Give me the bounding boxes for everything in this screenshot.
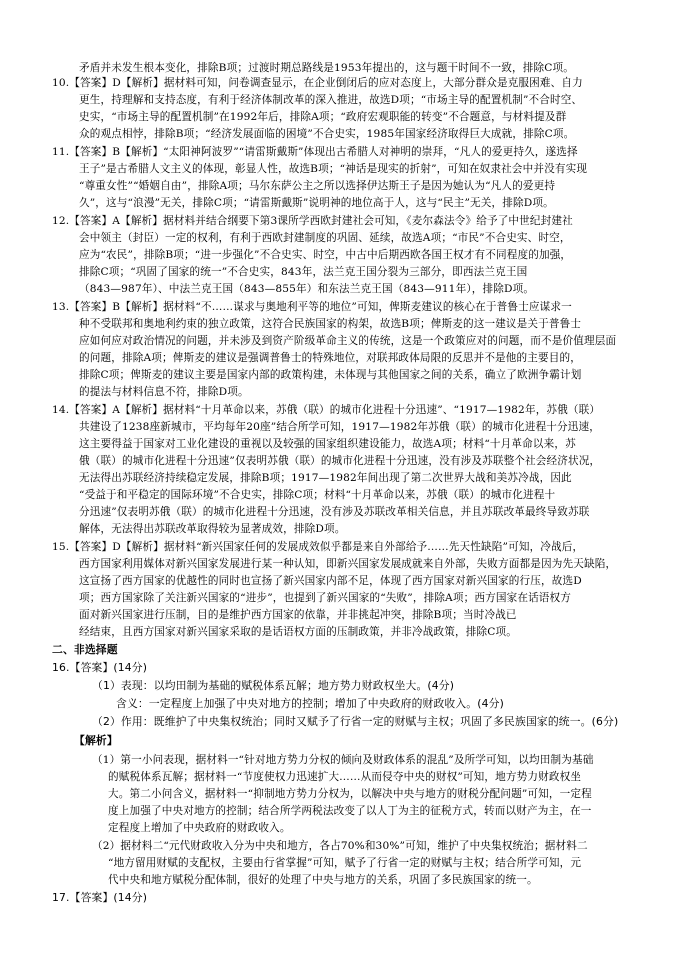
text-line: 分迅速”仅表明苏俄（联）的城市化进程十分迅速，没有涉及苏联改革相关信息，并且苏联改革最终导致苏联 (79, 506, 590, 518)
text-line: 经结束，且西方国家对新兴国家采取的是话语权方面的压制政策，并非冷战政策，排除C项。 (79, 626, 518, 638)
text-line: 更生，持理解和支持态度，有利于经济体制改革的深入推进，故选D项；“市场主导的配置机制”不合时空、 (79, 94, 583, 106)
analysis-label: 【解析】 (74, 734, 118, 747)
analysis-line: 代中央和地方赋税分配体制，很好的处理了中央与地方的关系，巩固了多民族国家的统一。 (108, 874, 538, 886)
text-line: 共建设了1238座新城市，平均每年20座”结合所学可知，1917—1982年苏俄（联）的城市化进程十分迅速， (79, 421, 601, 433)
answer-16-1: （1）表现：以均田制为基础的赋税体系瓦解；地方势力财政权坐大。(4分) (92, 679, 455, 692)
text-line: 这宣扬了西方国家的优越性的同时也宣扬了新兴国家内部不足，体现了西方国家对新兴国家的行压，故选D (79, 575, 582, 587)
answer-12-line: 12.【答案】A【解析】据材料并结合纲要下第3课所学西欧封建社会可知，《麦尔森法令》给予了中世纪封建社 (52, 215, 573, 227)
text-line: 会中领主（封臣）一定的权利，有利于西欧封建制度的巩固、延续，故选A项；“市民”不合史实、时空， (79, 232, 571, 244)
analysis-line: “地方留用财赋的支配权，主要由行省掌握”可知，赋予了行省一定的财赋与主权；结合所学可知，元 (108, 857, 582, 869)
analysis-line: 定程度上增加了中央政府的财政收入。 (108, 822, 291, 834)
text-line: 无法得出苏联经济持续稳定发展，排除B项；1917—1982年间出现了第二次世界大战和美苏冷战，因此 (79, 472, 572, 484)
text-line: 王子”是古希腊人文主义的体现，彰显人性，故选B项；“神话是现实的折射”，可知在奴隶社会中并没有实现 (79, 163, 588, 175)
text-line: 的提法与材料信息不符，排除D项。 (79, 386, 249, 398)
text-line: 种不受联邦和奥地利约束的独立政策，这符合民族国家的构架，故选B项；俾斯麦的这一建议是关于普鲁士 (79, 318, 582, 330)
text-line: 解体，无法得出苏联改革取得较为显著成效，排除D项。 (79, 523, 346, 535)
analysis-line: （2）据材料二“元代财政收入分为中央和地方，各占70%和30%”可知，维护了中央集权统治；据材料二 (92, 840, 588, 852)
analysis-line: 度上加强了中央对地方的控制；结合所学两税法改变了以人丁为主的征税方式，转而以财产为主，在一 (108, 805, 592, 817)
text-line: “尊重女性”“婚姻自由”，排除A项；马尔东萨公主之所以选择伊达斯王子是因为她认为“凡人的爱更持 (79, 180, 556, 192)
text-line: 久”，这与“浪漫”无关，排除C项；“请雷斯戴斯”说明神的地位高于人，这与“民主”无关，排除D项。 (79, 197, 554, 209)
text-line: 排除C项；俾斯麦的建议主要是国家内部的政策构建，未体现与其他国家之间的关系，确立了欧洲争霸计划 (79, 369, 582, 381)
answer-11-line: 11.【答案】B【解析】“太阳神阿波罗”“请雷斯戴斯”体现出古希腊人对神明的崇拜，“凡人的爱更持久，遂选择 (52, 146, 578, 158)
answer-15-line: 15.【答案】D【解析】据材料“新兴国家任何的发展成效似乎都是来自外部给予……先天性缺陷”可知，冷战后， (52, 541, 584, 553)
analysis-line: （1）第一小问表现，据材料一“针对地方势力分权的倾向及财政体系的混乱”及所学可知，以均田制为基础 (92, 754, 594, 766)
text-line: “受益于和平稳定的国际环境”不合史实，排除C项；材料“十月革命以来，苏俄（联）的城市化进程十 (79, 489, 556, 501)
text-line: 矛盾并未发生根本变化，排除B项；过渡时期总路线是1953年提出的，这与题干时间不一致，排除C项。 (79, 62, 574, 74)
text-line: 排除C项；“巩固了国家的统一”不合史实，843年，法兰克王国分裂为三部分，即西法兰克王国 (79, 266, 528, 278)
text-line: 众的观点相悖，排除B项；“经济发展面临的困境”不合史实，1985年国家经济取得巨大成就，排除C项。 (79, 128, 575, 140)
answer-17-header: 17.【答案】(14分) (52, 891, 148, 904)
analysis-line: 大。第二小问含义，据材料一“抑制地方势力分权为，以解决中央与地方的财税分配问题”可知，一定程 (108, 788, 592, 800)
answer-16-2: （2）作用：既维护了中央集权统治；同时又赋予了行省一定的财赋与主权；巩固了多民族国家的统一。(6分) (92, 715, 619, 728)
answer-14-line: 14.【答案】A【解析】据材料“十月革命以来，苏俄（联）的城市化进程十分迅速”、“1917—1982年，苏俄（联） (52, 404, 601, 416)
section-heading: 二、非选择题 (52, 643, 118, 656)
text-line: 面对新兴国家进行压制，目的是维护西方国家的依靠，并非挑起冲突，排除B项；当时冷战已 (79, 609, 517, 621)
text-line: 西方国家利用媒体对新兴国家发展进行某一种认知，即新兴国家发展成就来自外部，失败方面都是因为先天缺陷， (79, 558, 617, 570)
text-line: 应如何应对政治情况的问题，并未涉及到资产阶级革命主义的传统，这是一个政策应对的问题，而不是价值理层面 (79, 335, 617, 347)
answer-16-1-meaning: 含义：一定程度上加强了中央对地方的控制；增加了中央政府的财政收入。(4分) (116, 697, 504, 710)
text-line: （843—987年）、中法兰克王国（843—855年）和东法兰克王国（843—911年），排除D项。 (79, 283, 535, 295)
text-line: 这主要得益于国家对工业化建设的重视以及较强的国家组织建设能力，故选A项；材料“十月革命以来，苏 (79, 438, 576, 450)
answer-16-header: 16.【答案】(14分) (52, 661, 148, 674)
text-line: 俄（联）的城市化进程十分迅速”仅表明苏俄（联）的城市化进程十分迅速，没有涉及苏联整个社会经济状况， (79, 455, 601, 467)
text-line: 史实，“市场主导的配置机制”在1992年后，排除A项；“政府宏观职能的转变”不合题意，与材料提及群 (79, 111, 567, 123)
answer-13-line: 13.【答案】B【解析】据材料“不……谋求与奥地利平等的地位”可知，俾斯麦建议的核心在于普鲁士应谋求一 (52, 301, 572, 313)
answer-10-line: 10.【答案】D【解析】据材料可知，问卷调查显示，在企业倒闭后的应对态度上，大部分群众是克服困难、自力 (52, 77, 583, 89)
analysis-line: 的赋税体系瓦解；据材料一“节度使权力迅速扩大……从而侵夺中央的财权”可知，地方势力财政权坐 (108, 771, 582, 783)
text-line: 应为“农民”，排除B项；“进一步强化”不合史实、时空，中古中后期西欧各国王权才有不同程度的加强， (79, 249, 572, 261)
text-line: 的问题，排除A项；俾斯麦的建议是强调普鲁士的特殊地位，对联邦政体局限的反思并不是他的主要目的， (79, 352, 582, 364)
text-line: 项；西方国家除了关注新兴国家的“进步”，也提到了新兴国家的“失败”，排除A项；西方国家在话语权方 (79, 592, 572, 604)
